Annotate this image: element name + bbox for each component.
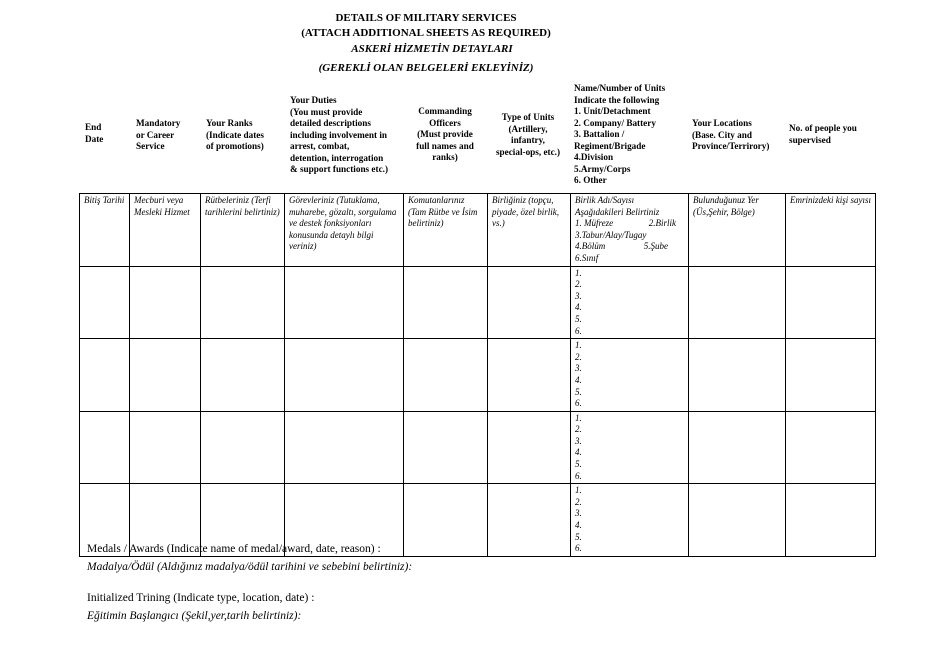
header-type-of-units: Type of Units (Artillery, infantry, special-ops, etc.) (495, 112, 561, 157)
tr-locations: Bulunduğunuz Yer (Üs,Şehir, Bölge) (689, 194, 786, 267)
cell-commanding[interactable] (404, 484, 488, 557)
header-end-date: End Date (85, 122, 104, 144)
tr-units-l5a: 4.Bölüm (575, 241, 606, 252)
cell-duties[interactable] (285, 339, 404, 412)
header-commanding-officers: Commanding Officers (Must provide full names and ranks) (416, 106, 474, 162)
tr-units-name (571, 194, 689, 267)
tr-units-line6: 6.Sınıf (575, 252, 599, 263)
cell-duties[interactable] (285, 411, 404, 484)
cell-commanding[interactable] (404, 339, 488, 412)
cell-ranks[interactable] (201, 411, 285, 484)
tr-end-date: Bitiş Tarihi (80, 194, 130, 267)
medals-label: Medals / Awards (Indicate name of medal/award, date, reason) : (87, 543, 381, 555)
cell-people[interactable] (786, 339, 876, 412)
cell-units-type[interactable] (488, 411, 571, 484)
tr-units-line2: Aşağıdakileri Belirtiniz (575, 206, 660, 217)
medals-label-turkish: Madalya/Ödül (Aldığınız madalya/ödül tarihini ve sebebini belirtiniz): (87, 561, 413, 573)
form-subtitle-turkish: (GEREKLİ OLAN BELGELERİ EKLEYİNİZ) (318, 62, 534, 74)
form-subtitle: (ATTACH ADDITIONAL SHEETS AS REQUIRED) (301, 27, 551, 39)
military-service-table (79, 193, 876, 557)
cell-commanding[interactable] (404, 411, 488, 484)
cell-people[interactable] (786, 484, 876, 557)
table-row (80, 411, 876, 484)
cell-locations[interactable] (689, 339, 786, 412)
cell-commanding[interactable] (404, 266, 488, 339)
cell-locations[interactable] (689, 484, 786, 557)
cell-ranks[interactable] (201, 266, 285, 339)
cell-end-date[interactable] (80, 266, 130, 339)
cell-units-type[interactable] (488, 484, 571, 557)
header-name-number-of-units: Name/Number of Units Indicate the following 1. Unit/Detachment 2. Company/ Battery 3. Battalion / Regiment/Brigade 4.Division 5.Army/Corps 6. Other (574, 83, 666, 185)
cell-ranks[interactable] (201, 339, 285, 412)
tr-units-line4: 3.Tabur/Alay/Tugay (575, 229, 647, 240)
cell-people[interactable] (786, 266, 876, 339)
header-mandatory-service: Mandatory or Career Service (136, 118, 181, 151)
tr-ranks: Rütbeleriniz (Terfi tarihlerini belirtiniz) (201, 194, 285, 267)
form-title-turkish: ASKERİ HİZMETİN DETAYLARI (351, 43, 513, 55)
table-row (80, 339, 876, 412)
table-row (80, 266, 876, 339)
cell-mandatory[interactable] (130, 411, 201, 484)
cell-locations[interactable] (689, 266, 786, 339)
tr-mandatory: Mecburi veya Mesleki Hizmet (130, 194, 201, 267)
turkish-header-row (80, 194, 876, 267)
cell-people[interactable] (786, 411, 876, 484)
cell-units-name[interactable]: 1. 2. 3. 4. 5. 6. (571, 339, 689, 412)
cell-end-date[interactable] (80, 411, 130, 484)
tr-units-l3a: 1. Müfreze (575, 218, 614, 229)
tr-commanding: Komutanlarınız (Tam Rütbe ve İsim belirtiniz) (404, 194, 488, 267)
cell-mandatory[interactable] (130, 339, 201, 412)
tr-duties: Görevleriniz (Tutuklama, muharebe, gözaltı, sorgulama ve destek fonksiyonları konusunda detaylı bilgi veriniz) (285, 194, 404, 267)
header-ranks: Your Ranks (Indicate dates of promotions) (206, 118, 264, 151)
tr-units-line3 (575, 218, 684, 230)
tr-units-l3b: 2.Birlik (648, 218, 676, 229)
cell-units-name[interactable]: 1. 2. 3. 4. 5. 6. (571, 266, 689, 339)
training-label-turkish: Eğitimin Başlangıcı (Şekil,yer,tarih belirtiniz): (87, 610, 302, 622)
tr-people: Emrinizdeki kişi sayısı (786, 194, 876, 267)
header-people-supervised: No. of people you supervised (789, 123, 857, 145)
tr-units-line1: Birlik Adı/Sayısı (575, 195, 635, 205)
cell-units-type[interactable] (488, 266, 571, 339)
form-title: DETAILS OF MILITARY SERVICES (335, 12, 517, 24)
cell-units-name[interactable]: 1. 2. 3. 4. 5. 6. (571, 484, 689, 557)
tr-units-line5 (575, 241, 684, 253)
cell-mandatory[interactable] (130, 266, 201, 339)
tr-units-type: Birliğiniz (topçu, piyade, özel birlik, vs.) (488, 194, 571, 267)
header-locations: Your Locations (Base. City and Province/Terrirory) (692, 118, 770, 151)
cell-units-type[interactable] (488, 339, 571, 412)
tr-units-l5b: 5.Şube (643, 241, 668, 252)
training-label: Initialized Trining (Indicate type, location, date) : (87, 592, 315, 604)
cell-duties[interactable] (285, 266, 404, 339)
header-duties: Your Duties (You must provide detailed descriptions including involvement in arrest, combat, detention, interrogation & support functions etc.) (290, 95, 388, 174)
cell-units-name[interactable]: 1. 2. 3. 4. 5. 6. (571, 411, 689, 484)
cell-locations[interactable] (689, 411, 786, 484)
cell-end-date[interactable] (80, 339, 130, 412)
